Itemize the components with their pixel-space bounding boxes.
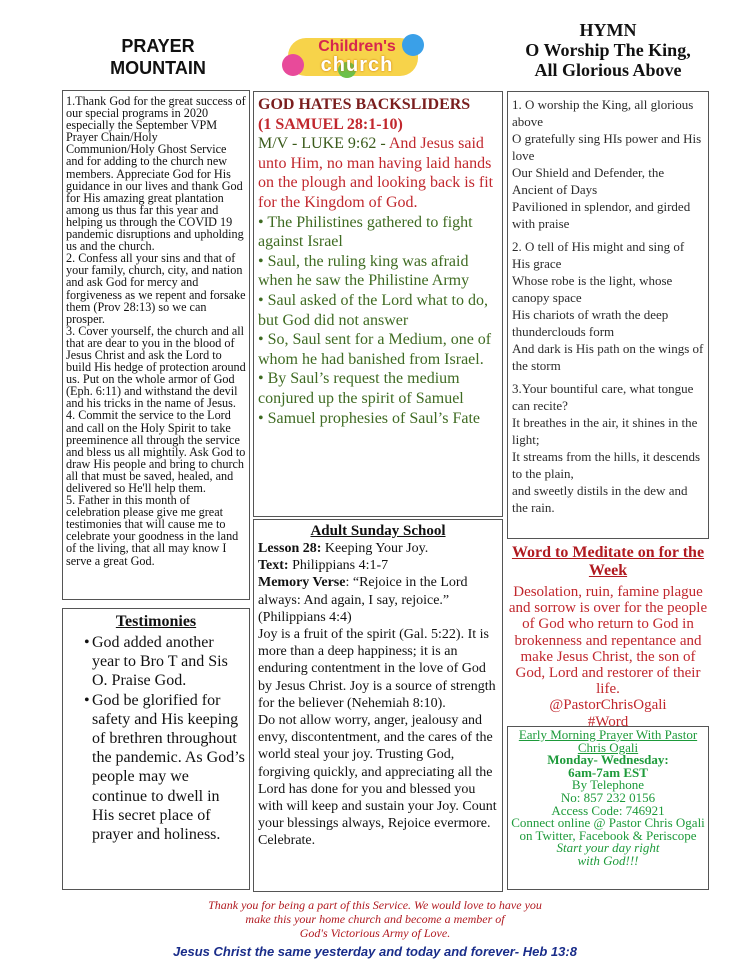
list-item: • Saul asked of the Lord what to do, but God did not answer bbox=[258, 291, 488, 329]
prayer-item: 1.Thank God for the great success of our special programs in 2020 especially the September VPM Prayer Chain/Holy Communion/Holy Ghost Service and for adding to the church new members. Appreciate God for His guidance in our lives and thank God for His amazing great plantation among us thus far this year and helping us through the COVID 19 pandemic disruptions and upholding us and the church. bbox=[66, 94, 246, 254]
school-paragraph-1: Joy is a fruit of the spirit (Gal. 5:22). It is more than a deep happiness; it is an enduring contentment in the love of God by Jesus Christ. Joy is a source of strength for the believer (Nehemiah 8:10). bbox=[258, 627, 496, 711]
hymn-label: HYMN bbox=[579, 20, 637, 40]
hymn-line: Whose robe is the light, whose canopy space bbox=[512, 273, 673, 305]
text-label: Text: bbox=[258, 558, 289, 574]
backsliders-reference: (1 SAMUEL 28:1-10) bbox=[258, 115, 403, 133]
sunday-school-title: Adult Sunday School bbox=[310, 523, 446, 539]
footer-thanks-line3: God's Victorious Army of Love. bbox=[299, 926, 451, 940]
list-item: • By Saul’s request the medium conjured up the spirit of Samuel bbox=[258, 370, 464, 407]
lesson-value: Keeping Your Joy. bbox=[321, 541, 429, 556]
hymn-verses-box bbox=[507, 91, 709, 539]
hymn-line: His chariots of wrath the deep thunderclouds form bbox=[512, 307, 669, 339]
morning-connect: Connect online @ Pastor Chris Ogali on Twitter, Facebook & Periscope bbox=[511, 815, 705, 843]
morning-by: By Telephone bbox=[571, 777, 645, 793]
morning-prayer-title: Early Morning Prayer With Pastor Chris Ogali bbox=[518, 727, 698, 755]
memory-verse-text: And Jesus said unto Him, no man having laid hands on the plough and looking back is fit for the Kingdom of God. bbox=[258, 135, 494, 211]
school-paragraph-2: Do not allow worry, anger, jealousy and envy, discontentment, and the cares of the world steal your joy. Trusting God, forgiving quickly, and appreciating all the Lord has done for you and blessed you with will keep and sustain your Joy. Count your blessings always, Rejoice evermore. Celebrate. bbox=[258, 713, 497, 849]
prayer-item: 5. Father in this month of celebration please give me great testimonies that will cause me to celebrate your goodness in the land of the living, that all may know I serve a great God. bbox=[66, 493, 239, 568]
bullet-icon: • bbox=[84, 691, 90, 709]
list-item bbox=[67, 691, 245, 845]
testimony-text: God added another year to Bro T and Sis O. Praise God. bbox=[92, 634, 228, 690]
memory-verse bbox=[258, 134, 498, 212]
hymn-line: It breathes in the air, it shines in the light; bbox=[512, 415, 698, 447]
hymn-line: It streams from the hills, it descends to the plain, bbox=[512, 449, 701, 481]
prayer-item: 3. Cover yourself, the church and all that are dear to you in the blood of Jesus Christ and ask the Lord to build His hedge of protection around us. Put on the whole armor of God (Eph. 6:11) and withstand the devil and his tricks in the name of Jesus. bbox=[66, 323, 246, 411]
word-text: Desolation, ruin, famine plague and sorrow is over for the people of God who return to God in brokenness and repentance and make Jesus Christ, the son of God, Lord and restorer of their life. bbox=[508, 584, 708, 698]
hymn-line: Pavilioned in splendor, and girded with praise bbox=[512, 199, 691, 231]
backsliders-box bbox=[253, 91, 503, 517]
word-handle: @PastorChrisOgali bbox=[549, 697, 667, 714]
testimonies-title: Testimonies bbox=[115, 613, 197, 630]
memory-value: : “Rejoice in the Lord always: And again, I say, rejoice.” (Philippians 4:4) bbox=[258, 575, 468, 625]
word-body bbox=[507, 584, 709, 730]
testimonies-list bbox=[67, 633, 245, 844]
morning-prayer-box bbox=[507, 726, 709, 890]
prayer-item: 2. Confess all your sins and that of your family, church, city, and nation and ask God for mercy and forgiveness as we repent and forsake them (Prov 28:13) so we can prosper. bbox=[66, 251, 246, 326]
hymn-line: And dark is His path on the wings of the storm bbox=[512, 341, 704, 373]
morning-time: 6am-7am EST bbox=[568, 764, 648, 780]
list-item: • Saul, the ruling king was afraid when he saw the Philistine Army bbox=[258, 252, 470, 290]
memory-line bbox=[258, 574, 498, 626]
lesson-label: Lesson 28: bbox=[258, 541, 322, 556]
footer-thanks bbox=[120, 898, 630, 940]
hymn-verse-1 bbox=[512, 96, 704, 232]
text-value: Philippians 4:1-7 bbox=[288, 558, 389, 574]
prayer-points-box bbox=[62, 90, 250, 600]
morning-days: Monday- Wednesday: bbox=[547, 752, 669, 768]
prayer-title-line1: PRAYER bbox=[121, 36, 195, 56]
morning-tagline-2: with God!!! bbox=[577, 852, 639, 868]
morning-number: No: 857 232 0156 bbox=[560, 789, 656, 805]
list-item: • Samuel prophesies of Saul’s Fate bbox=[258, 409, 481, 427]
hymn-title-line2: All Glorious Above bbox=[534, 60, 682, 80]
morning-access-code: Access Code: 746921 bbox=[551, 802, 665, 818]
backsliders-title: GOD HATES BACKSLIDERS bbox=[258, 96, 471, 113]
lesson-line bbox=[258, 540, 498, 557]
word-title: Word to Meditate on for the Week bbox=[511, 544, 705, 579]
logo-text-line2: church bbox=[320, 54, 394, 76]
adult-sunday-school-box bbox=[253, 519, 503, 892]
childrens-church-logo bbox=[282, 32, 432, 80]
hymn-verse-3 bbox=[512, 380, 704, 516]
list-item: • So, Saul sent for a Medium, one of whom he had banished from Israel. bbox=[258, 331, 492, 368]
hymn-verse-2 bbox=[512, 238, 704, 374]
footer-verse: Jesus Christ the same yesterday and today and forever- Heb 13:8 bbox=[173, 944, 577, 959]
hymn-line: 3.Your bountiful care, what tongue can recite? bbox=[512, 381, 694, 413]
hymn-header bbox=[508, 20, 708, 80]
footer-thanks-line1: Thank you for being a part of this Service. We would love to have you bbox=[208, 898, 542, 912]
list-item bbox=[67, 633, 245, 691]
logo-text-line1: Children's bbox=[318, 38, 396, 55]
text-line bbox=[258, 557, 498, 574]
hymn-line: 1. O worship the King, all glorious above bbox=[512, 97, 694, 129]
prayer-item: 4. Commit the service to the Lord and call on the Holy Spirit to take preeminence all through the service and bless us all mightily. Ask God to draw His people and bring to church all that must be saved, healed, and delivered so He'll help them. bbox=[66, 408, 246, 495]
prayer-title-line2: MOUNTAIN bbox=[110, 58, 206, 78]
hymn-line: O gratefully sing HIs power and His love bbox=[512, 131, 702, 163]
morning-tagline-1: Start your day right bbox=[556, 840, 660, 856]
footer-thanks-line2: make this your home church and become a member of bbox=[245, 912, 505, 926]
word-hashtag: #Word bbox=[587, 713, 629, 730]
hymn-title-line1: O Worship The King, bbox=[525, 40, 691, 60]
testimonies-box bbox=[62, 608, 250, 890]
word-to-meditate bbox=[507, 544, 709, 730]
list-item: • The Philistines gathered to fight against Israel bbox=[258, 213, 473, 251]
prayer-mountain-title bbox=[60, 35, 256, 79]
memory-verse-label: M/V - LUKE 9:62 - bbox=[258, 135, 389, 153]
hymn-line: 2. O tell of His might and sing of His grace bbox=[512, 239, 685, 271]
hymn-line: Our Shield and Defender, the Ancient of Days bbox=[512, 165, 665, 197]
hymn-line: and sweetly distils in the dew and the rain. bbox=[512, 483, 688, 515]
bullet-icon: • bbox=[84, 634, 90, 651]
testimony-text: God be glorified for safety and His keeping of brethren throughout the pandemic. As God’s people may we continue to dwell in His secret place of prayer and holiness. bbox=[92, 691, 245, 844]
memory-label: Memory Verse bbox=[258, 575, 346, 591]
